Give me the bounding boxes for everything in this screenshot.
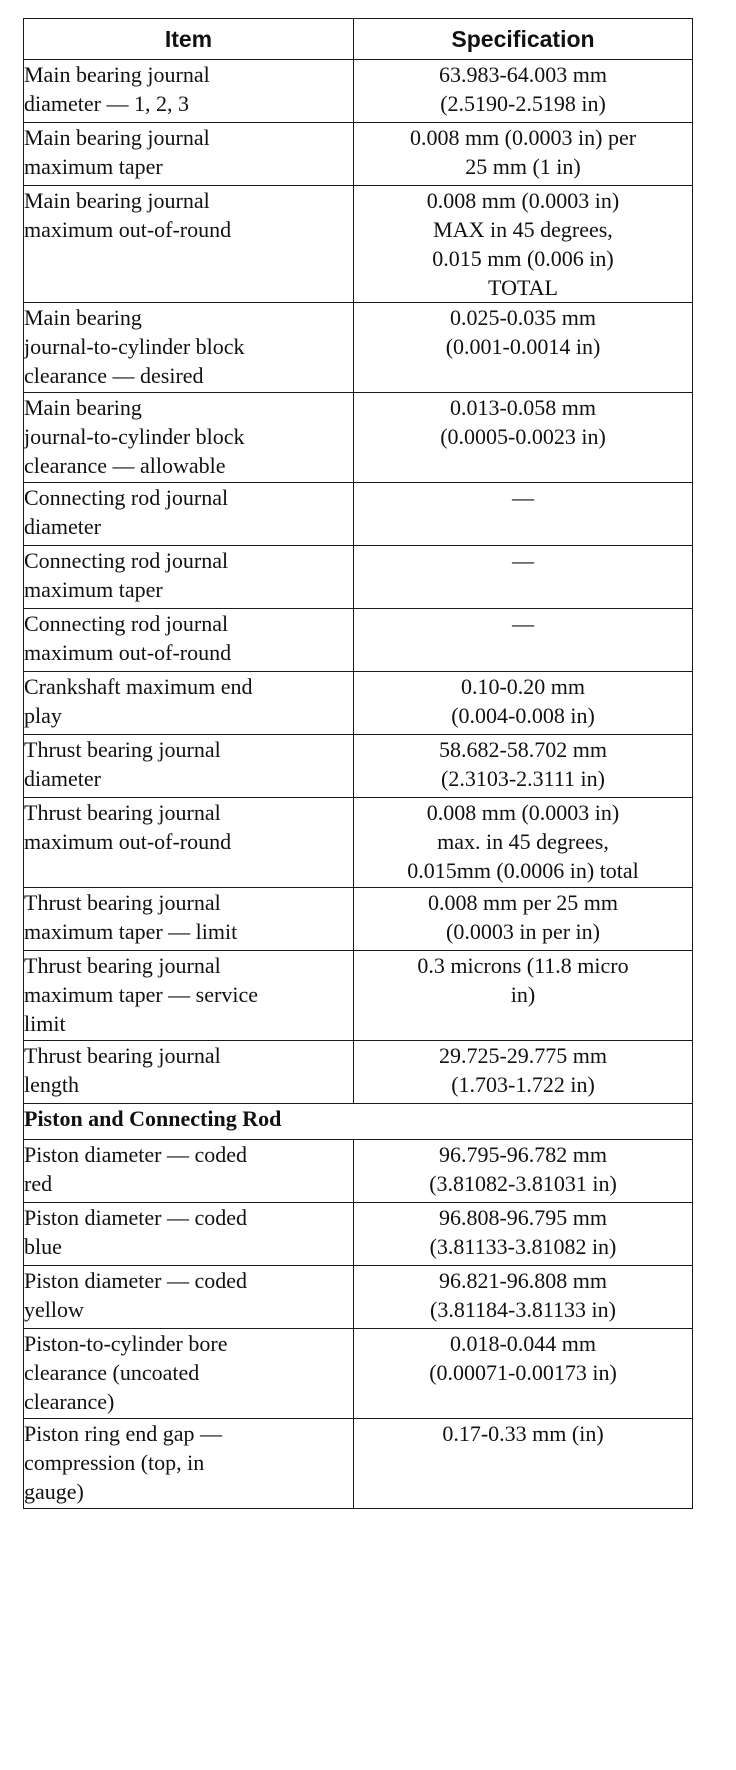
item-text-line: limit (24, 1011, 66, 1036)
specification-cell (354, 798, 693, 888)
item-text-line: Piston ring end gap — (24, 1421, 222, 1446)
specification-text-line: 0.025-0.035 mm (449, 305, 597, 330)
table-row (24, 672, 693, 735)
item-text-line: Thrust bearing journal (24, 800, 221, 825)
specification-cell (354, 672, 693, 735)
item-text-line: blue (24, 1234, 62, 1259)
specification-text-line: MAX in 45 degrees, (433, 217, 613, 242)
item-text-line: compression (top, in (24, 1450, 205, 1475)
specification-cell (354, 303, 693, 393)
specification-cell (354, 1140, 693, 1203)
column-header-item: Item (24, 19, 354, 60)
specification-text-line: 96.795-96.782 mm (438, 1142, 608, 1167)
item-text-line: length (24, 1072, 79, 1097)
specification-text-line: 58.682-58.702 mm (438, 737, 608, 762)
specification-text-line: 0.018-0.044 mm (449, 1331, 597, 1356)
item-text-line: Thrust bearing journal (24, 890, 221, 915)
specification-text-line: (3.81133-3.81082 in) (429, 1234, 617, 1259)
specification-text-line: 0.008 mm (0.0003 in) (426, 188, 620, 213)
table-row (24, 798, 693, 888)
specification-text-line: (0.0003 in per in) (446, 919, 600, 944)
table-row (24, 1203, 693, 1266)
specification-text-line: 0.17-0.33 mm (in) (442, 1421, 604, 1446)
item-text-line: Connecting rod journal (24, 548, 229, 573)
item-text-line: Connecting rod journal (24, 485, 229, 510)
table-row (24, 1041, 693, 1104)
table-row (24, 735, 693, 798)
item-cell (24, 303, 354, 393)
item-cell (24, 186, 354, 303)
table-row (24, 1266, 693, 1329)
item-cell (24, 483, 354, 546)
specification-table (23, 18, 693, 1509)
item-text-line: maximum taper (24, 577, 163, 602)
section-title: Piston and Connecting Rod (24, 1104, 693, 1140)
specification-text-line: 0.008 mm (0.0003 in) (426, 800, 620, 825)
item-text-line: diameter — 1, 2, 3 (24, 91, 189, 116)
item-cell (24, 1203, 354, 1266)
specification-cell (354, 1266, 693, 1329)
specification-cell (354, 186, 693, 303)
specification-text-line: 0.015 mm (0.006 in) (432, 246, 614, 271)
table-row (24, 303, 693, 393)
item-text-line: clearance — desired (24, 363, 204, 388)
specification-text-line: (3.81184-3.81133 in) (430, 1297, 616, 1322)
specification-text-line: 63.983-64.003 mm (438, 62, 608, 87)
specification-text-line: — (512, 485, 534, 510)
item-text-line: diameter (24, 766, 101, 791)
item-text-line: Thrust bearing journal (24, 1043, 221, 1068)
item-text-line: Main bearing (24, 305, 142, 330)
specification-text-line: (0.004-0.008 in) (451, 703, 595, 728)
item-cell (24, 798, 354, 888)
item-text-line: play (24, 703, 62, 728)
item-text-line: Main bearing journal (24, 125, 210, 150)
item-cell (24, 1329, 354, 1419)
specification-text-line: in) (510, 982, 536, 1007)
item-cell (24, 672, 354, 735)
specification-cell (354, 735, 693, 798)
item-text-line: Piston diameter — coded (24, 1142, 248, 1167)
item-cell (24, 609, 354, 672)
item-cell (24, 123, 354, 186)
specification-text-line: (3.81082-3.81031 in) (429, 1171, 617, 1196)
specification-text-line: (2.5190-2.5198 in) (440, 91, 606, 116)
section-row (24, 1104, 693, 1140)
item-text-line: red (24, 1171, 53, 1196)
item-text-line: maximum taper — limit (24, 919, 238, 944)
specification-text-line: 0.015mm (0.0006 in) total (407, 858, 639, 883)
item-cell (24, 1140, 354, 1203)
item-text-line: Main bearing (24, 395, 142, 420)
specification-text-line: (0.001-0.0014 in) (445, 334, 601, 359)
item-text-line: Piston diameter — coded (24, 1205, 248, 1230)
table-row (24, 609, 693, 672)
specification-text-line: 96.808-96.795 mm (438, 1205, 608, 1230)
table-row (24, 123, 693, 186)
specification-text-line: (0.00071-0.00173 in) (429, 1360, 617, 1385)
specification-text-line: — (512, 548, 534, 573)
table-row (24, 1419, 693, 1509)
table-row (24, 1140, 693, 1203)
item-text-line: Crankshaft maximum end (24, 674, 253, 699)
item-text-line: Connecting rod journal (24, 611, 229, 636)
item-text-line: maximum out-of-round (24, 217, 232, 242)
specification-text-line: — (512, 611, 534, 636)
specification-text-line: (1.703-1.722 in) (451, 1072, 595, 1097)
column-header-specification: Specification (354, 19, 693, 60)
item-cell (24, 888, 354, 951)
item-text-line: diameter (24, 514, 101, 539)
specification-text-line: (0.0005-0.0023 in) (440, 424, 606, 449)
item-text-line: yellow (24, 1297, 84, 1322)
table-row (24, 888, 693, 951)
specification-cell (354, 1329, 693, 1419)
item-text-line: Thrust bearing journal (24, 737, 221, 762)
specification-text-line: 0.008 mm (0.0003 in) per (409, 125, 637, 150)
specification-text-line: 0.3 microns (11.8 micro (417, 953, 629, 978)
item-text-line: clearance (uncoated (24, 1360, 200, 1385)
item-text-line: maximum taper (24, 154, 163, 179)
table-row (24, 186, 693, 303)
specification-text-line: 29.725-29.775 mm (438, 1043, 608, 1068)
specification-text-line: max. in 45 degrees, (437, 829, 609, 854)
table-row (24, 546, 693, 609)
item-text-line: clearance) (24, 1389, 115, 1414)
item-cell (24, 1266, 354, 1329)
item-cell (24, 1041, 354, 1104)
item-text-line: Thrust bearing journal (24, 953, 221, 978)
item-text-line: Piston diameter — coded (24, 1268, 248, 1293)
specification-cell (354, 1203, 693, 1266)
specification-cell (354, 609, 693, 672)
item-text-line: gauge) (24, 1479, 84, 1504)
specification-text-line: 96.821-96.808 mm (438, 1268, 608, 1293)
specification-text-line: 0.008 mm per 25 mm (427, 890, 619, 915)
specification-cell (354, 888, 693, 951)
item-cell (24, 393, 354, 483)
specification-text-line: (2.3103-2.3111 in) (441, 766, 605, 791)
specification-text-line: 25 mm (1 in) (465, 154, 581, 179)
specification-cell (354, 123, 693, 186)
specification-cell (354, 951, 693, 1041)
item-text-line: clearance — allowable (24, 453, 226, 478)
item-cell (24, 546, 354, 609)
item-cell (24, 735, 354, 798)
specification-text-line: 0.013-0.058 mm (449, 395, 597, 420)
table-row (24, 1329, 693, 1419)
item-text-line: maximum out-of-round (24, 640, 232, 665)
specification-cell (354, 483, 693, 546)
item-text-line: journal-to-cylinder block (24, 334, 245, 359)
item-text-line: maximum taper — service (24, 982, 258, 1007)
item-text-line: journal-to-cylinder block (24, 424, 245, 449)
specification-cell (354, 60, 693, 123)
table-body (24, 60, 693, 1509)
specification-cell (354, 1419, 693, 1509)
specification-text-line: TOTAL (488, 275, 558, 300)
table-row (24, 951, 693, 1041)
table-row (24, 60, 693, 123)
table-row (24, 483, 693, 546)
item-cell (24, 60, 354, 123)
item-cell (24, 1419, 354, 1509)
specification-cell (354, 1041, 693, 1104)
specification-text-line: 0.10-0.20 mm (460, 674, 586, 699)
item-text-line: maximum out-of-round (24, 829, 232, 854)
item-text-line: Piston-to-cylinder bore (24, 1331, 228, 1356)
table-row (24, 393, 693, 483)
specification-cell (354, 393, 693, 483)
header-row (24, 19, 693, 60)
item-text-line: Main bearing journal (24, 62, 210, 87)
specification-cell (354, 546, 693, 609)
item-text-line: Main bearing journal (24, 188, 210, 213)
item-cell (24, 951, 354, 1041)
